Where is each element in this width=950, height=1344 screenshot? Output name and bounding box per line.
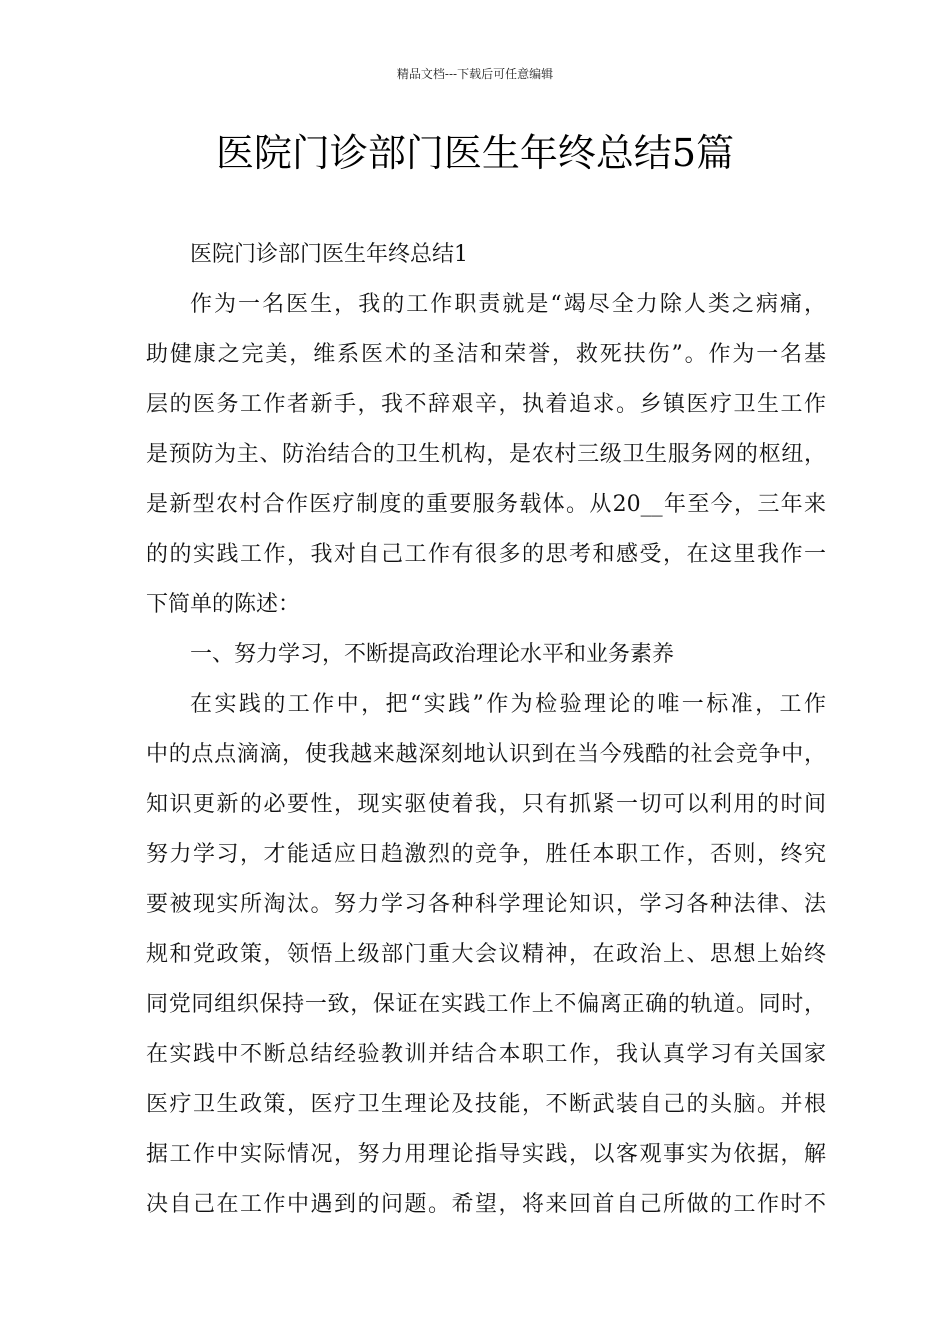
header-note: 精品文档---下载后可任意编辑 (396, 67, 554, 81)
text-line: 层的医务工作者新手，我不辞艰辛，执着追求。乡镇医疗卫生工作 (146, 392, 826, 417)
text-line: 一、努力学习，不断提高政治理论水平和业务素养 (190, 642, 675, 667)
body-text (146, 230, 826, 1230)
text-line: 作为一名医生，我的工作职责就是“竭尽全力除人类之病痛， (190, 292, 826, 317)
text-line: 在实践的工作中，把“实践”作为检验理论的唯一标准，工作 (190, 692, 826, 717)
text-line: 医疗卫生政策，医疗卫生理论及技能，不断武装自己的头脑。并根 (146, 1092, 826, 1117)
text-line: 的的实践工作，我对自己工作有很多的思考和感受，在这里我作一 (146, 542, 826, 567)
text-line: 医院门诊部门医生年终总结1 (190, 242, 468, 267)
text-line: 下简单的陈述： (146, 592, 301, 617)
document-title: 医院门诊部门医生年终总结5篇 (215, 131, 735, 175)
text-line: 是新型农村合作医疗制度的重要服务载体。从20__年至今，三年来 (146, 492, 826, 517)
text-line: 要被现实所淘汰。努力学习各种科学理论知识，学习各种法律、法 (146, 892, 826, 917)
text-line: 知识更新的必要性，现实驱使着我，只有抓紧一切可以利用的时间 (146, 792, 826, 817)
text-line: 中的点点滴滴，使我越来越深刻地认识到在当今残酷的社会竞争中， (146, 742, 826, 767)
text-line: 据工作中实际情况，努力用理论指导实践，以客观事实为依据，解 (146, 1142, 826, 1167)
text-line: 规和党政策，领悟上级部门重大会议精神，在政治上、思想上始终 (146, 942, 826, 967)
text-line: 在实践中不断总结经验教训并结合本职工作，我认真学习有关国家 (146, 1042, 826, 1067)
text-line: 决自己在工作中遇到的问题。希望，将来回首自己所做的工作时不 (146, 1192, 826, 1217)
text-line: 同党同组织保持一致，保证在实践工作上不偏离正确的轨道。同时， (146, 992, 826, 1017)
text-line: 是预防为主、防治结合的卫生机构，是农村三级卫生服务网的枢纽， (146, 442, 826, 467)
text-line: 助健康之完美，维系医术的圣洁和荣誉，救死扶伤”。作为一名基 (146, 342, 826, 367)
text-line: 努力学习，才能适应日趋激烈的竞争，胜任本职工作，否则，终究 (146, 842, 826, 867)
